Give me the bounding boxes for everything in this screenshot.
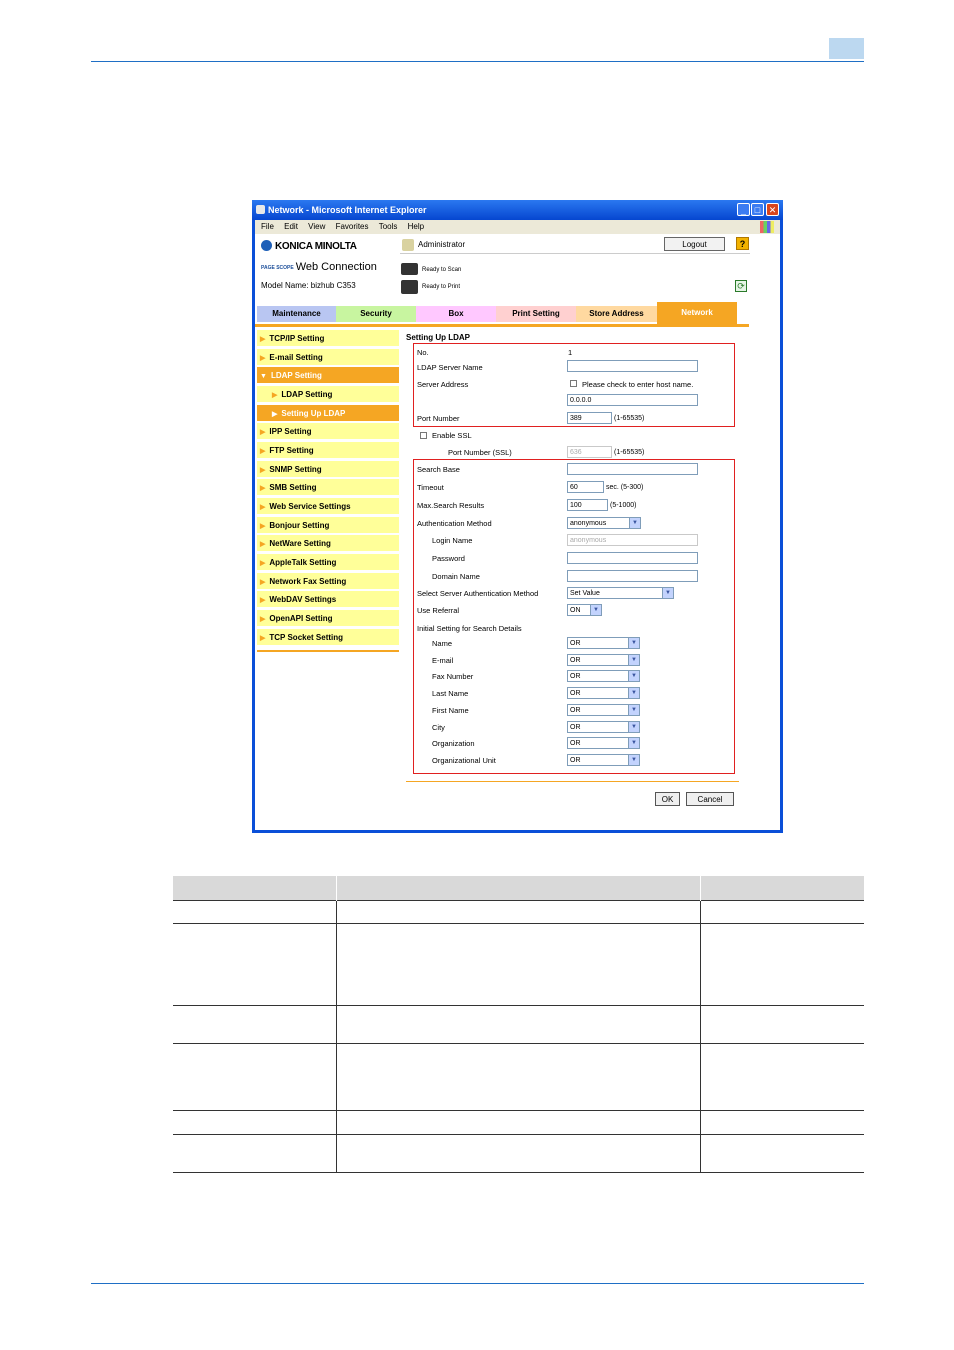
referral-value: ON <box>570 607 581 614</box>
form-footer-rule <box>406 781 739 782</box>
settings-table <box>173 876 864 1173</box>
detail-value: OR <box>570 690 581 697</box>
nav-web-service-settings[interactable] <box>257 498 399 515</box>
port-label: Port Number <box>417 414 460 423</box>
nav-label: Network Fax Setting <box>269 577 347 586</box>
menu-view[interactable]: View <box>308 222 326 231</box>
nav-smb-setting[interactable] <box>257 479 399 496</box>
table-cell <box>173 901 336 924</box>
nav-label: AppleTalk Setting <box>269 558 337 567</box>
table-cell <box>700 901 864 924</box>
detail-label-organization: Organization <box>432 739 475 748</box>
table-cell <box>700 1135 864 1173</box>
tab-underline <box>255 324 749 327</box>
detail-label-organizational-unit: Organizational Unit <box>432 756 496 765</box>
table-header-cell <box>336 876 700 901</box>
product-name: Web Connection <box>295 261 377 273</box>
menu-edit[interactable]: Edit <box>284 222 298 231</box>
nav-label: LDAP Setting <box>281 390 333 399</box>
detail-select-organizational-unit[interactable] <box>567 754 640 766</box>
nav-label: E-mail Setting <box>269 353 323 362</box>
detail-value: OR <box>570 707 581 714</box>
nav-label: WebDAV Settings <box>269 595 337 604</box>
ssl-port-hint: (1-65535) <box>614 449 645 456</box>
server-address-input[interactable]: 0.0.0.0 <box>567 394 698 406</box>
nav-label: Web Service Settings <box>269 502 351 511</box>
page-bottom-rule <box>91 1283 864 1284</box>
nav-label: SNMP Setting <box>269 465 322 474</box>
nav-label: FTP Setting <box>269 446 314 455</box>
scanner-icon <box>401 263 418 275</box>
chevron-down-icon: ▼ <box>590 605 601 615</box>
enable-ssl-label: Enable SSL <box>432 431 472 440</box>
detail-select-email[interactable] <box>567 654 640 666</box>
model-name: Model Name: bizhub C353 <box>261 281 356 290</box>
browser-window <box>252 200 783 833</box>
table-cell <box>700 1006 864 1044</box>
server-name-label: LDAP Server Name <box>417 363 483 372</box>
host-name-checkbox[interactable] <box>570 380 577 387</box>
tab-print-setting[interactable]: Print Setting <box>496 306 576 322</box>
password-label: Password <box>432 554 465 563</box>
auth-method-label: Authentication Method <box>417 519 492 528</box>
chevron-down-icon: ▼ <box>662 588 673 598</box>
menu-favorites[interactable]: Favorites <box>335 222 369 231</box>
nav-bottom-rule <box>257 650 399 652</box>
table-row <box>173 1044 864 1111</box>
nav-snmp-setting[interactable] <box>257 461 399 478</box>
table-cell <box>700 1111 864 1135</box>
timeout-input[interactable]: 60 <box>567 481 604 493</box>
search-base-input[interactable] <box>567 463 698 475</box>
nav-ipp-setting[interactable] <box>257 423 399 440</box>
nav-tcp-socket-setting[interactable] <box>257 629 399 646</box>
status-scan: Ready to Scan <box>422 267 462 273</box>
nav-arrow-icon: ▶ <box>272 411 278 418</box>
chevron-down-icon: ▼ <box>629 518 640 528</box>
chevron-down-icon: ▼ <box>628 705 639 715</box>
chevron-down-icon: ▼ <box>628 722 639 732</box>
search-base-label: Search Base <box>417 465 460 474</box>
nav-ftp-setting[interactable] <box>257 442 399 459</box>
table-row <box>173 901 864 924</box>
detail-label-city: City <box>432 723 445 732</box>
detail-select-city[interactable] <box>567 721 640 733</box>
page-content <box>255 234 780 830</box>
table-cell <box>336 1044 700 1111</box>
logout-button[interactable]: Logout <box>664 237 725 251</box>
maximize-icon[interactable]: □ <box>751 203 764 216</box>
server-auth-select[interactable] <box>567 587 674 599</box>
no-label: No. <box>417 348 429 357</box>
table-cell <box>173 924 336 1006</box>
page-corner-marker <box>829 38 864 59</box>
detail-label-fax: Fax Number <box>432 672 474 681</box>
tab-box[interactable]: Box <box>416 306 496 322</box>
password-input[interactable] <box>567 552 698 564</box>
status-print: Ready to Print <box>422 284 461 290</box>
close-icon[interactable]: ✕ <box>766 203 779 216</box>
nav-openapi-setting[interactable] <box>257 610 399 627</box>
referral-select[interactable] <box>567 604 602 616</box>
detail-select-organization[interactable] <box>567 737 640 749</box>
administrator-icon <box>402 239 414 251</box>
nav-arrow-icon: ▶ <box>272 392 278 399</box>
auth-method-select[interactable] <box>567 517 641 529</box>
detail-select-first-name[interactable] <box>567 704 640 716</box>
login-input[interactable]: anonymous <box>567 534 698 546</box>
max-results-hint: (5-1000) <box>610 502 637 509</box>
nav-arrow-icon: ▶ <box>260 336 266 343</box>
nav-label: TCP/IP Setting <box>269 334 325 343</box>
tab-security[interactable]: Security <box>336 306 416 322</box>
nav-ldap-setting[interactable] <box>257 367 399 384</box>
detail-value: OR <box>570 673 581 680</box>
chevron-down-icon: ▼ <box>628 655 639 665</box>
initial-setting-label: Initial Setting for Search Details <box>417 624 522 633</box>
product-logo <box>261 261 377 273</box>
table-row <box>173 924 864 1006</box>
nav-label: IPP Setting <box>269 427 312 436</box>
nav-arrow-icon: ▶ <box>260 560 266 567</box>
refresh-icon[interactable]: ⟳ <box>735 280 747 292</box>
nav-arrow-icon: ▶ <box>260 448 266 455</box>
no-value: 1 <box>568 348 573 357</box>
windows-logo-icon <box>760 221 774 233</box>
ie-app-icon <box>256 205 265 214</box>
nav-network-fax-setting[interactable] <box>257 573 399 590</box>
detail-select-fax[interactable] <box>567 670 640 682</box>
nav-arrow-icon: ▶ <box>260 541 266 548</box>
max-results-label: Max.Search Results <box>417 501 485 510</box>
brand-logo <box>261 240 357 252</box>
chevron-down-icon: ▼ <box>628 638 639 648</box>
nav-arrow-icon: ▶ <box>260 355 266 362</box>
server-name-input[interactable] <box>567 360 698 372</box>
nav-label: OpenAPI Setting <box>269 614 333 623</box>
cancel-button[interactable]: Cancel <box>686 792 734 806</box>
detail-value: OR <box>570 724 581 731</box>
menu-bar <box>255 220 780 234</box>
menu-help[interactable]: Help <box>407 222 425 231</box>
detail-select-last-name[interactable] <box>567 687 640 699</box>
nav-label: NetWare Setting <box>269 539 331 548</box>
nav-arrow-icon: ▶ <box>260 485 266 492</box>
table-cell <box>173 1135 336 1173</box>
nav-label: SMB Setting <box>269 483 317 492</box>
nav-arrow-icon: ▶ <box>260 523 266 530</box>
nav-expanded-icon: ▼ <box>260 373 267 380</box>
detail-value: OR <box>570 740 581 747</box>
nav-label: Setting Up LDAP <box>281 409 346 418</box>
table-cell <box>173 1111 336 1135</box>
tab-store-address[interactable]: Store Address <box>576 306 657 322</box>
table-header-cell <box>700 876 864 901</box>
help-icon[interactable]: ? <box>736 237 749 250</box>
port-input[interactable]: 389 <box>567 412 612 424</box>
nav-tcpip-setting[interactable] <box>257 330 399 347</box>
chevron-down-icon: ▼ <box>628 755 639 765</box>
window-title: Network - Microsoft Internet Explorer <box>268 205 427 215</box>
page-top-rule <box>91 61 864 62</box>
ssl-port-label: Port Number (SSL) <box>448 448 512 457</box>
nav-label: Bonjour Setting <box>269 521 330 530</box>
menu-file[interactable]: File <box>261 222 274 231</box>
nav-arrow-icon: ▶ <box>260 635 266 642</box>
menu-tools[interactable]: Tools <box>378 222 398 231</box>
referral-label: Use Referral <box>417 606 460 615</box>
domain-input[interactable] <box>567 570 698 582</box>
detail-label-last-name: Last Name <box>432 689 469 698</box>
host-name-check-label: Please check to enter host name. <box>582 380 694 389</box>
table-row <box>173 1111 864 1135</box>
nav-arrow-icon: ▶ <box>260 616 266 623</box>
nav-arrow-icon: ▶ <box>260 467 266 474</box>
product-small-label: PAGE SCOPE <box>261 265 294 271</box>
ok-button[interactable]: OK <box>655 792 680 806</box>
max-results-input[interactable]: 100 <box>567 499 608 511</box>
printer-icon <box>401 280 418 294</box>
chevron-down-icon: ▼ <box>628 688 639 698</box>
nav-label: LDAP Setting <box>270 371 322 380</box>
detail-select-name[interactable] <box>567 637 640 649</box>
minimize-icon[interactable]: _ <box>737 203 750 216</box>
page-title: Setting Up LDAP <box>406 333 470 342</box>
nav-email-setting[interactable] <box>257 349 399 366</box>
nav-bonjour-setting[interactable] <box>257 517 399 534</box>
domain-label: Domain Name <box>432 572 480 581</box>
nav-ldap-setting-sub[interactable] <box>257 386 399 403</box>
detail-value: OR <box>570 757 581 764</box>
detail-value: OR <box>570 657 581 664</box>
ssl-port-input[interactable]: 636 <box>567 446 612 458</box>
brand-name: KONICA MINOLTA <box>275 241 357 252</box>
nav-arrow-icon: ▶ <box>260 579 266 586</box>
timeout-hint: sec. (5-300) <box>606 484 644 491</box>
table-cell <box>336 1135 700 1173</box>
table-cell <box>336 1111 700 1135</box>
konica-globe-icon <box>261 240 272 251</box>
detail-label-first-name: First Name <box>432 706 469 715</box>
table-cell <box>336 901 700 924</box>
nav-appletalk-setting[interactable] <box>257 554 399 571</box>
port-hint: (1-65535) <box>614 415 645 422</box>
table-row <box>173 1006 864 1044</box>
nav-arrow-icon: ▶ <box>260 429 266 436</box>
server-auth-value: Set Value <box>570 590 600 597</box>
nav-netware-setting[interactable] <box>257 535 399 552</box>
user-name: Administrator <box>418 240 466 249</box>
nav-label: TCP Socket Setting <box>269 633 344 642</box>
table-cell <box>173 1006 336 1044</box>
table-cell <box>173 1044 336 1111</box>
table-cell <box>700 924 864 1006</box>
timeout-label: Timeout <box>417 483 444 492</box>
title-bar <box>252 200 783 220</box>
server-address-label: Server Address <box>417 380 469 389</box>
table-cell <box>700 1044 864 1111</box>
chevron-down-icon: ▼ <box>628 671 639 681</box>
nav-arrow-icon: ▶ <box>260 597 266 604</box>
table-row <box>173 1135 864 1173</box>
enable-ssl-checkbox[interactable] <box>420 432 427 439</box>
login-label: Login Name <box>432 536 473 545</box>
chevron-down-icon: ▼ <box>628 738 639 748</box>
table-cell <box>336 924 700 1006</box>
auth-method-value: anonymous <box>570 520 607 527</box>
nav-arrow-icon: ▶ <box>260 504 266 511</box>
detail-value: OR <box>570 640 581 647</box>
tab-network[interactable]: Network <box>657 302 737 324</box>
nav-webdav-settings[interactable] <box>257 591 399 608</box>
detail-label-name: Name <box>432 639 453 648</box>
tab-maintenance[interactable]: Maintenance <box>257 306 336 322</box>
table-cell <box>336 1006 700 1044</box>
table-header-row <box>173 876 864 901</box>
server-auth-label: Select Server Authentication Method <box>417 589 539 598</box>
detail-label-email: E-mail <box>432 656 454 665</box>
table-header-cell <box>173 876 336 901</box>
nav-setting-up-ldap[interactable] <box>257 405 399 422</box>
